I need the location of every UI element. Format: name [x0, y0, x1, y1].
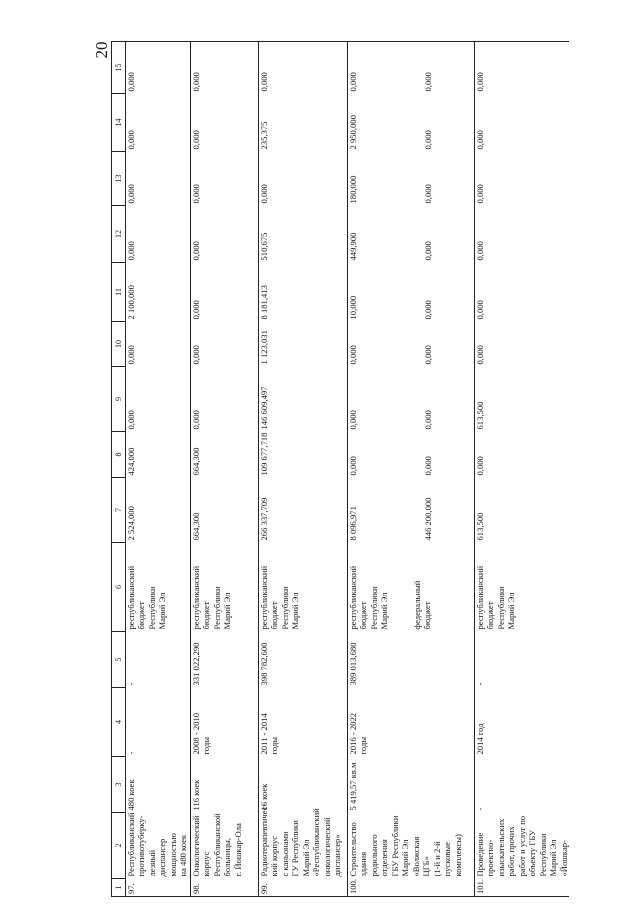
construction-period: 2008 - 2010 годы: [191, 688, 259, 757]
funding-source: федеральный бюджет: [411, 580, 433, 630]
value: 0,000: [191, 184, 201, 204]
value: 0,000: [191, 72, 201, 92]
value: 0,000: [423, 130, 434, 150]
value: 146 609,497: [259, 386, 269, 430]
value-cell: [191, 206, 259, 263]
value: 8 181,413: [259, 285, 269, 320]
value-cell: [259, 42, 348, 94]
column-number-header-cell: 10: [112, 322, 126, 367]
column-number-header-cell: 9: [112, 367, 126, 432]
value: 8 096,971: [348, 506, 358, 541]
column-number-header-cell: 1: [112, 879, 126, 897]
value-cell: [126, 206, 191, 263]
column-number-header-cell: 13: [112, 152, 126, 206]
construction-period: 2011 - 2014 годы: [259, 688, 348, 757]
column-number-header-cell: 11: [112, 263, 126, 322]
value: 180,000: [348, 175, 358, 204]
capacity: 16 коек: [259, 757, 348, 813]
value: 0,000: [126, 241, 136, 261]
object-name: Строительство здания родильного отделения ГБУ Республики Марий Эл «Волжская ЦГБ» (1-й и 2-й пусковые комплексы): [348, 813, 475, 879]
table-body: [126, 42, 570, 897]
column-number-header-cell: 3: [112, 757, 126, 813]
value-cell: [259, 94, 348, 152]
value-cell: [191, 42, 259, 94]
value: 0,000: [348, 345, 358, 365]
funding-source: республиканский бюджет Республики Марий Эл: [259, 565, 301, 630]
funding-source: республиканский бюджет Республики Марий Эл: [126, 565, 168, 630]
value-cell: [191, 432, 259, 478]
column-number-header-cell: 14: [112, 94, 126, 152]
object-name: Радиотерапевтичес- кий корпус с каньонами ГУ Республики Марий Эл «Республиканский онкологический диспансер»: [259, 813, 348, 879]
value-cell: [348, 432, 475, 478]
value-cell: [348, 367, 475, 432]
value: 0,000: [126, 130, 136, 150]
value-cell: [126, 42, 191, 94]
value-cell: [259, 322, 348, 367]
value: 0,000: [191, 410, 201, 430]
capacity: 116 коек: [191, 757, 259, 813]
construction-period: 2014 год: [475, 688, 570, 757]
value-cell: [475, 322, 570, 367]
value-cell: [259, 152, 348, 206]
value: 0,000: [259, 184, 269, 204]
investment-table: [111, 41, 569, 897]
value: 613,500: [475, 512, 485, 541]
value: 0,000: [475, 72, 485, 92]
row-number: 99.: [259, 879, 348, 897]
value-cell: [259, 263, 348, 322]
funding-source: республиканский бюджет Республики Марий Эл: [348, 565, 390, 630]
column-number-header-cell: 7: [112, 478, 126, 543]
value: 0,000: [348, 410, 358, 430]
value-cell: [126, 263, 191, 322]
value-cell: [475, 206, 570, 263]
value: 0,000: [191, 241, 201, 261]
funding-sources-cell: [348, 543, 475, 632]
table-row: [191, 42, 259, 897]
funding-source: республиканский бюджет Республики Марий Эл: [475, 565, 517, 630]
value: 2 524,000: [126, 506, 136, 541]
value-cell: [126, 478, 191, 543]
object-name: Проведение проектно- изыскательских работ, прочих работ и услуг по объекту ГБУ Республики Марий Эл «Йошкар-: [475, 813, 570, 879]
object-name: Онкологический корпус Республиканской больницы, г. Йошкар-Ола: [191, 813, 259, 879]
value: 0,000: [423, 410, 434, 430]
column-number-header-cell: 4: [112, 688, 126, 757]
value: 449,900: [348, 232, 358, 261]
table-row: [475, 42, 570, 897]
value-cell: [259, 367, 348, 432]
value: 0,000: [475, 300, 485, 320]
table-row: [259, 42, 348, 897]
value-cell: [191, 263, 259, 322]
value: 613,500: [475, 401, 485, 430]
value: 0,000: [126, 410, 136, 430]
value-cell: [126, 152, 191, 206]
table-row: [126, 42, 191, 897]
column-number-header-cell: 5: [112, 632, 126, 688]
estimated-cost: 389 013,680: [348, 632, 475, 688]
value-cell: [475, 152, 570, 206]
funding-sources-cell: [191, 543, 259, 632]
column-number-header-cell: 2: [112, 813, 126, 879]
value-cell: [475, 367, 570, 432]
value: 235,375: [259, 121, 269, 150]
value: 0,000: [475, 241, 485, 261]
value-cell: [348, 152, 475, 206]
estimated-cost: -: [126, 682, 136, 686]
funding-sources-cell: [475, 543, 570, 632]
value-cell: [191, 367, 259, 432]
value: 664,300: [191, 512, 201, 541]
funding-sources-cell: [126, 543, 191, 632]
value: 0,000: [348, 456, 358, 476]
value: 0,000: [423, 241, 434, 261]
column-number-header-cell: 8: [112, 432, 126, 478]
value: 0,000: [475, 184, 485, 204]
column-number-header-cell: 6: [112, 543, 126, 632]
column-number-header-cell: 12: [112, 206, 126, 263]
construction-period: 2016 - 2022 годы: [348, 688, 475, 757]
value: 424,000: [126, 447, 136, 476]
value-cell: [475, 263, 570, 322]
value-cell: [348, 263, 475, 322]
row-number: 97.: [126, 879, 191, 897]
value-cell: [259, 432, 348, 478]
value: 0,000: [423, 456, 434, 476]
value-cell: [126, 94, 191, 152]
value-cell: [475, 42, 570, 94]
value: 0,000: [475, 345, 485, 365]
value: 0,000: [191, 300, 201, 320]
rotated-table-container: [111, 42, 569, 897]
value-cell: [259, 478, 348, 543]
capacity: 5 419,57 кв.м: [348, 757, 475, 813]
value: 10,000: [348, 295, 358, 320]
estimated-cost: -: [475, 632, 570, 688]
funding-sources-cell: [259, 543, 348, 632]
value: 2 100,000: [126, 285, 136, 320]
value-cell: [191, 478, 259, 543]
value-cell: [259, 206, 348, 263]
estimated-cost: 331 022,290: [191, 632, 259, 688]
value: 446 200,000: [423, 497, 434, 541]
value: 0,000: [423, 184, 434, 204]
value: 0,000: [191, 345, 201, 365]
value-cell: [475, 478, 570, 543]
value: 2 950,000: [348, 115, 358, 150]
column-number-header-cell: 15: [112, 42, 126, 94]
value: 510,675: [259, 232, 269, 261]
value: 0,000: [423, 72, 434, 92]
value-cell: [126, 322, 191, 367]
value: 0,000: [191, 130, 201, 150]
capacity: 480 коек: [126, 779, 136, 811]
capacity: -: [475, 757, 570, 813]
value-cell: [348, 42, 475, 94]
funding-source: республиканский бюджет Республики Марий Эл: [191, 565, 233, 630]
value-cell: [475, 94, 570, 152]
value: 0,000: [348, 72, 358, 92]
value-cell: [348, 206, 475, 263]
table-row: [348, 42, 475, 897]
value: 0,000: [126, 72, 136, 92]
value: 0,000: [475, 130, 485, 150]
value-cell: [191, 94, 259, 152]
value-cell: [191, 152, 259, 206]
value-cell: [348, 478, 475, 543]
value-cell: [475, 432, 570, 478]
value: 0,000: [475, 456, 485, 476]
value-cell: [348, 94, 475, 152]
value: 0,000: [423, 300, 434, 320]
value-cell: [348, 322, 475, 367]
value: 109 677,718: [259, 432, 269, 476]
object-name: Республиканский противотуберку- лезный диспансер мощностью на 480 коек: [126, 812, 189, 877]
value: 1 123,031: [259, 330, 269, 365]
row-number: 98.: [191, 879, 259, 897]
value: 0,000: [126, 345, 136, 365]
estimated-cost: 398 782,600: [259, 632, 348, 688]
value: 266 337,709: [259, 497, 269, 541]
column-number-header: [112, 42, 126, 897]
value: 0,000: [259, 72, 269, 92]
page-number: 20: [92, 41, 111, 59]
construction-period: -: [126, 751, 136, 755]
value-cell: [191, 322, 259, 367]
row-number: 101.: [475, 879, 570, 897]
value: 0,000: [126, 184, 136, 204]
value-cell: [126, 367, 191, 432]
row-number: 100.: [348, 879, 475, 897]
value: 664,300: [191, 447, 201, 476]
value-cell: [126, 432, 191, 478]
value: 0,000: [423, 345, 434, 365]
